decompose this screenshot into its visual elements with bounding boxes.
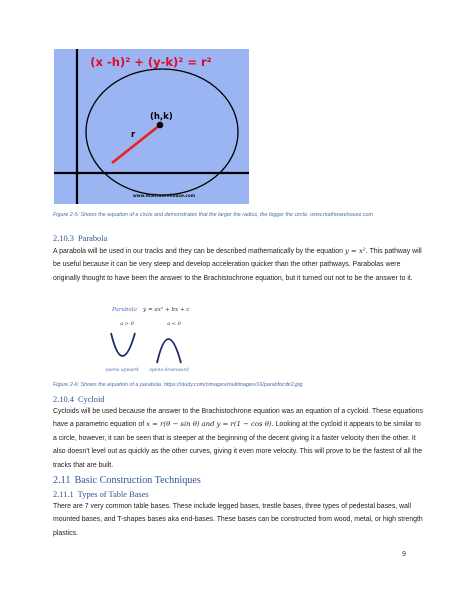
opens-downward-label: opens downward — [149, 368, 189, 373]
circle-equation: (x -h)² + (y-k)² = r² — [90, 55, 212, 69]
figure-background — [54, 49, 249, 204]
figure-caption-2: Figure 2-6: Shows the equation of a parabola. https://study.com/cimages/multimages/16/parabfocdir2.jpg — [53, 382, 303, 388]
section-number: 2.10.4 — [53, 395, 74, 404]
section-number: 2.11 — [53, 475, 71, 486]
parabola-figure-title: Parabola — [112, 307, 137, 313]
parabola-paragraph — [53, 245, 425, 285]
cycloid-text-a: Cycloids will be used because the answer to the Brachistochrone equation was an equation of a cycloid. These equations have a parametric equation of — [53, 408, 423, 429]
cycloid-equation-x: x = r(θ − sin θ) — [146, 420, 200, 429]
section-title: Types of Table Bases — [77, 490, 149, 499]
watermark-text: www.mathwarehouse.com — [132, 193, 196, 198]
parabola-figure — [97, 299, 207, 373]
center-label: (h,k) — [150, 112, 173, 122]
page-number: 9 — [402, 551, 406, 558]
parabola-figure-equation: y = ax² + bx + c — [143, 307, 190, 313]
section-heading-parabola — [53, 234, 107, 243]
downward-parabola — [157, 339, 181, 363]
cycloid-and: and — [201, 420, 215, 429]
cycloid-text-b: Looking at the cycloid it appears to be similar to a circle, however, it can be seen that is steeper at the beginning of the decent giving it a faster velocity then the other. It also doesn't level out as quickly as the other curves, giving it even more velocity. This will prove to be the fastest of all the tracks that are built. — [53, 421, 423, 469]
opens-upward-label: opens upward — [105, 368, 139, 373]
section-number: 2.10.3 — [53, 234, 74, 243]
center-point — [157, 122, 164, 129]
cycloid-equation-y: y = r(1 − cos θ). — [216, 420, 274, 429]
upward-parabola — [111, 333, 135, 356]
parabola-text-a: A parabola will be used in our tracks and they can be described mathematically by the equation — [53, 248, 343, 255]
section-heading-cycloid — [53, 395, 104, 404]
circle-equation-figure — [54, 49, 249, 204]
parabola-text-b: This pathway will be useful because it can be very steep and develop acceleration quicker than the other pathways. Parabolas were originally thought to have been the answer to the Brachistochrone equation, but it turned out not to be the answer to it. — [53, 248, 422, 282]
left-condition: a > 0 — [120, 321, 134, 327]
right-condition: a < 0 — [167, 321, 181, 327]
section-heading-basic-construction — [53, 475, 201, 486]
section-title: Parabola — [77, 234, 108, 243]
section-title: Cycloid — [77, 395, 105, 404]
figure-caption-1: Figure 2-5: Shows the equation of a circle and demonstrates that the larger the radius, the bigger the circle. www.mathwarehouse.com — [53, 212, 374, 218]
table-bases-paragraph: There are 7 very common table bases. These include legged bases, trestle bases, three types of pedestal bases, wall mounted bases, and T-shapes bases aka end-bases. These bases can be constructed from wood, metal, or high strength plastics. — [53, 503, 423, 537]
radius-label: r — [131, 130, 136, 140]
section-heading-table-bases — [53, 490, 149, 499]
parabola-equation: y = x². — [344, 247, 368, 255]
section-title: Basic Construction Techniques — [74, 475, 201, 486]
cycloid-paragraph — [53, 405, 425, 472]
section-number: 2.11.1 — [53, 490, 74, 499]
